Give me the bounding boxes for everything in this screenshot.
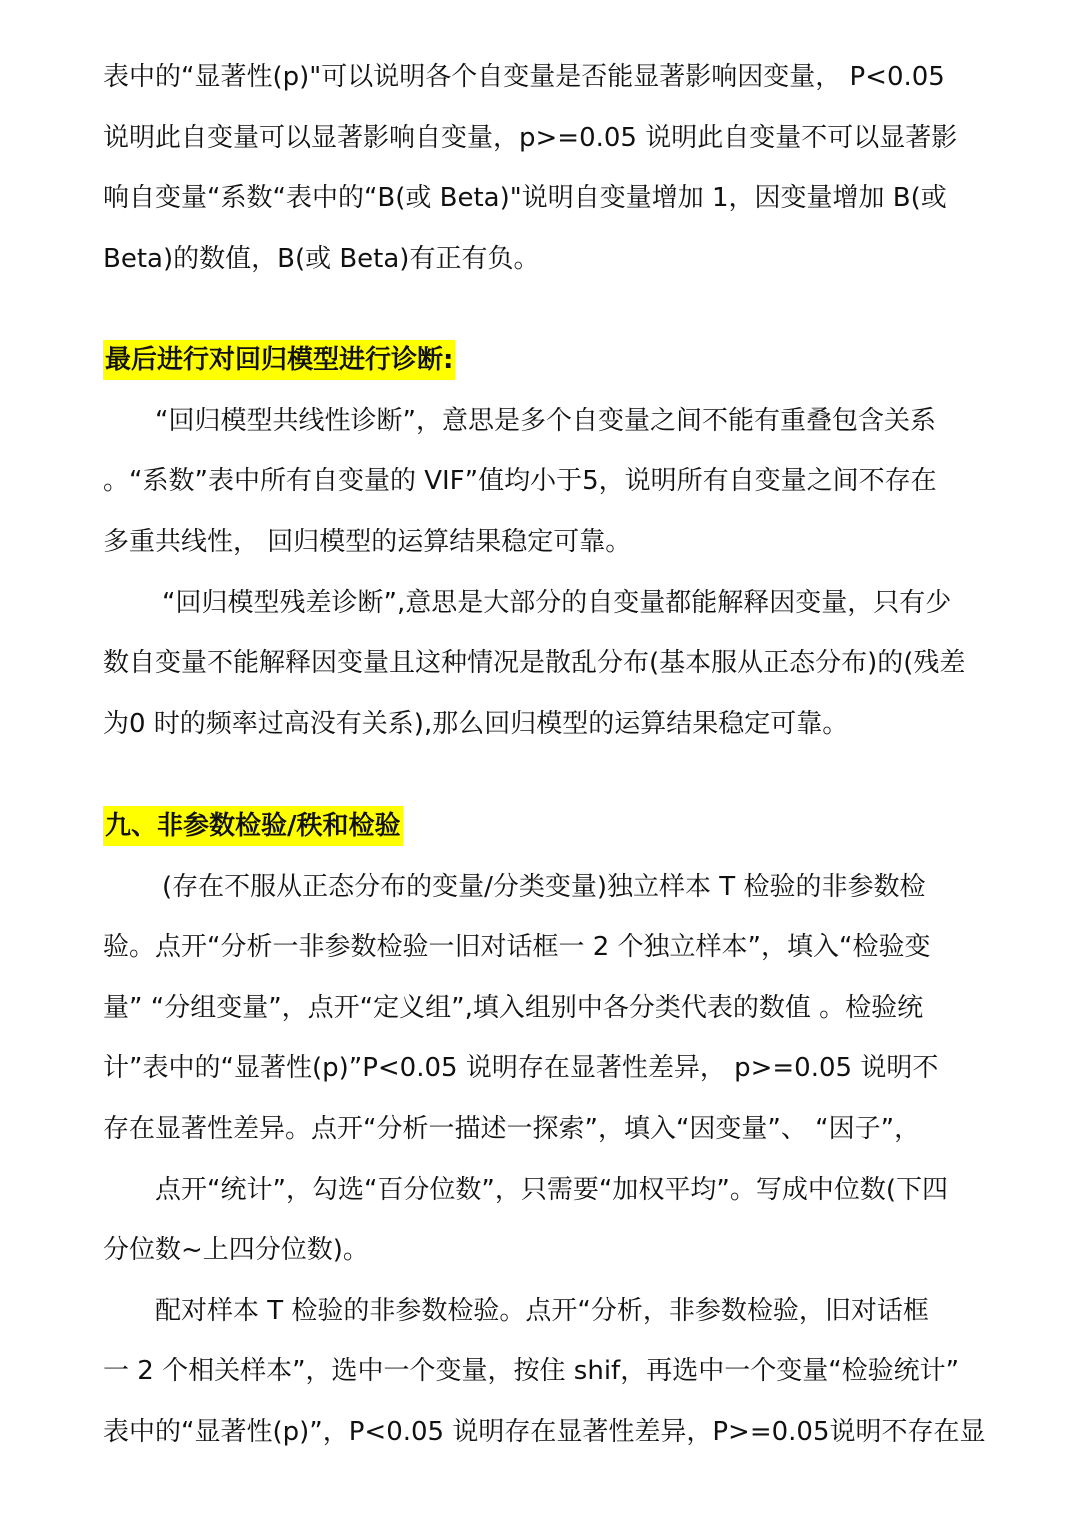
text-line: 一 2 个相关样本”，选中一个变量，按住 shif，再选中一个变量“检验统计” [103, 1356, 960, 1386]
text-line: 说明此自变量可以显著影响自变量，p>=0.05 说明此自变量不可以显著影 [103, 123, 958, 153]
text-line: 为0 时的频率过高没有关系),那么回归模型的运算结果稳定可靠。 [103, 709, 849, 739]
text-line: Beta)的数值，B(或 Beta)有正有负。 [103, 244, 540, 274]
text-line: 验。点开“分析一非参数检验一旧对话框一 2 个独立样本”，填入“检验变 [103, 932, 931, 962]
text-line: 多重共线性， 回归模型的运算结果稳定可靠。 [103, 527, 632, 557]
text-line: “回归模型残差诊断”,意思是大部分的自变量都能解释因变量，只有少 [162, 588, 952, 618]
section-heading-diagnosis: 最后进行对回归模型进行诊断: [103, 340, 455, 380]
text-line: 响自变量“系数“表中的“B(或 Beta)"说明自变量增加 1，因变量增加 B(或 [103, 183, 947, 213]
text-line: 。“系数”表中所有自变量的 VIF”值均小于5，说明所有自变量之间不存在 [103, 466, 937, 496]
text-line: 点开“统计”，勾选“百分位数”，只需要“加权平均”。写成中位数(下四 [155, 1175, 948, 1205]
text-line: (存在不服从正态分布的变量/分类变量)独立样本 T 检验的非参数检 [162, 872, 926, 902]
text-line: 存在显著性差异。点开“分析一描述一探索”，填入“因变量”、 “因子”， [103, 1114, 921, 1144]
text-line: 配对样本 T 检验的非参数检验。点开“分析，非参数检验，旧对话框 [155, 1296, 929, 1326]
text-line: 表中的“显著性(p)”，P<0.05 说明存在显著性差异，P>=0.05说明不存在显 [103, 1417, 986, 1447]
text-line: 数自变量不能解释因变量且这种情况是散乱分布(基本服从正态分布)的(残差 [103, 648, 966, 678]
text-line: 分位数~上四分位数)。 [103, 1235, 369, 1265]
text-line: 计”表中的“显著性(p)”P<0.05 说明存在显著性差异， p>=0.05 说明不 [103, 1053, 939, 1083]
text-line: 表中的“显著性(p)"可以说明各个自变量是否能显著影响因变量， P<0.05 [103, 62, 945, 92]
text-line: 量” “分组变量”，点开“定义组”,填入组别中各分类代表的数值 。检验统 [103, 993, 924, 1023]
section-heading-nine: 九、非参数检验/秩和检验 [103, 806, 403, 846]
text-line: “回归模型共线性诊断”，意思是多个自变量之间不能有重叠包含关系 [155, 406, 936, 436]
